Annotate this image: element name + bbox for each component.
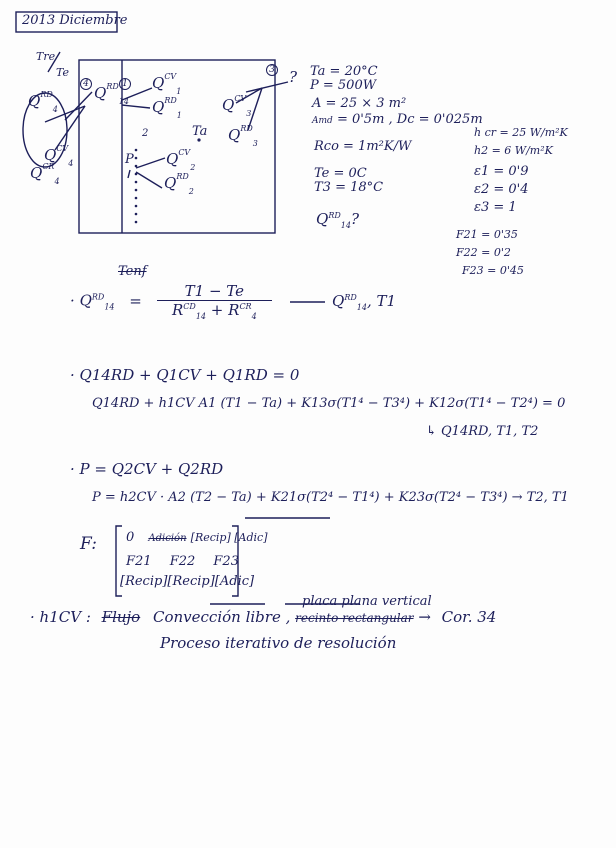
footer-line-1: · h1CV : Flujo Convección libre , recinto rectangular → Cor. 34 [30,608,497,626]
param-f21: F21 = 0'35 [456,228,518,241]
node-4: 4 [80,78,92,90]
matrix-row-3: [Recip][Recip][Adic] [120,574,255,589]
label-q1-rd: $Q^{RD}_1$ [152,96,182,120]
eq2-line2: Q14RD + h1CV A1 (T1 − Ta) + K13σ(T1⁴ − T3⁴) + K12σ(T1⁴ − T2⁴) = 0 [92,396,566,411]
given-te: Te = 0C [314,166,367,181]
label-ta: Ta [192,124,208,139]
param-e2: ε2 = 0'4 [474,182,529,197]
param-e1: ε1 = 0'9 [474,164,529,179]
given-rco: Rco = 1m²K/W [314,139,412,154]
arrow-q2rd [136,172,162,188]
label-q3-cv: $Q^{CV}_3$ [222,94,252,118]
eq3-line2: P = h2CV · A2 (T2 − Ta) + K21σ(T2⁴ − T1⁴) + K23σ(T2⁴ − T3⁴) → T2, T1 [92,490,569,505]
label-tre: Tre [36,50,56,63]
param-h2: h2 = 6 W/m²K [474,144,553,157]
param-e3: ε3 = 1 [474,200,517,215]
given-a: A = 25 × 3 m² [312,96,407,111]
label-q3-rd: $Q^{RD}_3$ [228,124,258,148]
node-1: 1 [119,78,131,90]
matrix-row-2: F21 F22 F23 [126,554,239,569]
footer-inserted: placa plana vertical [302,594,432,609]
label-q2-rd: $Q^{RD}_2$ [164,172,194,196]
given-t3: T3 = 18°C [314,180,384,195]
label-p: P [125,152,134,167]
label-q1-cv: $Q^{CV}_1$ [152,72,182,96]
footer-line-2: Proceso iterativo de resolución [160,634,397,652]
crossed-word: Tenf [118,264,147,279]
label-q4-cv: $Q^{CV}_4$ [44,144,74,168]
eq3-line1: · P = Q2CV + Q2RD [70,460,224,478]
matrix-label: F: [80,534,97,554]
label-q4-cr: $Q^{CR}_4$ [30,162,60,186]
arrow-q2cv [136,158,165,168]
arrow-p [128,170,130,178]
page-date-title: 2013 Diciembre [22,13,128,28]
param-f22: F22 = 0'2 [456,246,511,259]
arrow-q3-right [246,82,288,92]
given-p: P = 500W [310,78,377,93]
node-3: 3 [266,64,278,76]
matrix-row-1: 0 Adición [Recip] [Adic] [126,530,268,545]
given-q14-question: $Q^{RD}_{14}$? [316,210,359,230]
param-hcr: h cr = 25 W/m²K [474,126,568,139]
label-q2-cv: $Q^{CV}_2$ [166,148,196,172]
param-f23: F23 = 0'45 [462,264,524,277]
given-dims: Amd = 0'5m , Dc = 0'025m [312,112,483,127]
eq1-fraction: $\frac{T1 - Te}{R^{CD}_{14} + R^{CR}_4}$ [157,282,272,321]
given-ta: Ta = 20°C [310,64,378,79]
eq2-result: ↳ Q14RD, T1, T2 [426,424,539,439]
question-mark: ? [289,68,298,86]
label-te: Te [56,66,69,79]
label-q4-rd: $Q^{RD}_4$ [28,90,58,114]
node-2: 2 [142,128,149,139]
eq1-result: $Q^{RD}_{14}$, T1 [332,292,397,312]
equation-1: · $Q^{RD}_{14}$ = $\frac{T1 - Te}{R^{CD}_{14} + R^{CR}_4}$ [70,282,272,321]
eq2-line1: · Q14RD + Q1CV + Q1RD = 0 [70,366,300,384]
label-q14-rd: $Q^{RD}_{14}$ [94,82,129,106]
